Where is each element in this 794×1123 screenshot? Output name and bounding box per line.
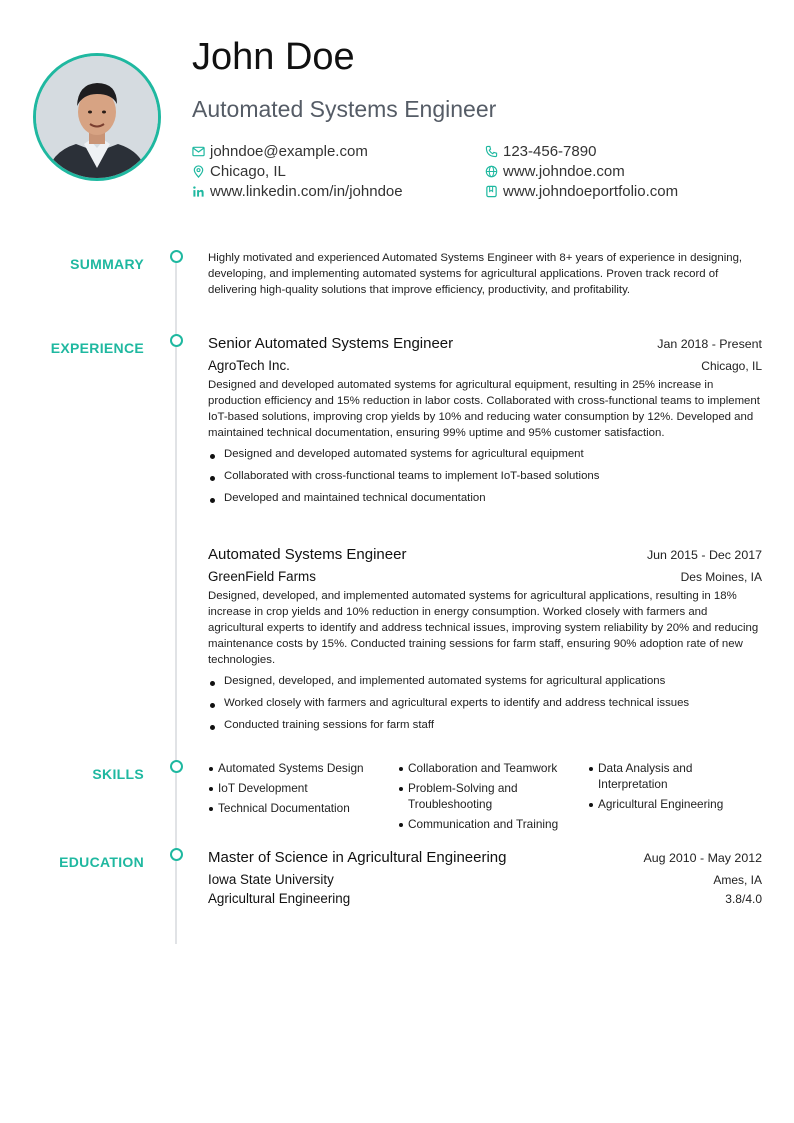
experience-item xyxy=(208,335,762,509)
skill-item: Collaboration and Teamwork xyxy=(398,760,588,776)
phone-icon xyxy=(485,145,498,158)
education-item xyxy=(208,849,762,906)
list-item: Designed and developed automated systems for agricultural equipment xyxy=(208,443,762,465)
job-location: Des Moines, IA xyxy=(680,570,762,584)
timeline-dot-summary xyxy=(170,250,183,263)
timeline-dot-skills xyxy=(170,760,183,773)
profile-photo-image xyxy=(36,56,158,178)
job-description: Designed, developed, and implemented automated systems for agricultural applications, resulting in 18% increase in crop yields and 10% reduction in energy consumption. Worked closely with farmers and agricultural experts to identify and address technical issues, improving system reliability by 20% and reducing maintenance costs by 15%. Conducted training sessions for farm staff, ensuring 90% adoption rate of new technologies. xyxy=(208,590,759,666)
list-item: Collaborated with cross-functional teams to implement IoT-based solutions xyxy=(208,465,762,487)
contact-email[interactable] xyxy=(192,142,485,160)
contact-linkedin[interactable] xyxy=(192,182,485,200)
job-title: Automated Systems Engineer xyxy=(208,546,407,563)
field-of-study: Agricultural Engineering xyxy=(208,891,351,906)
section-label-experience: EXPERIENCE xyxy=(50,340,144,356)
contact-location xyxy=(192,162,485,180)
list-item: Conducted training sessions for farm staff xyxy=(208,714,762,736)
contact-phone[interactable] xyxy=(485,142,752,160)
contact-email-text: johndoe@example.com xyxy=(210,142,368,160)
globe-icon xyxy=(485,165,498,178)
candidate-role: Automated Systems Engineer xyxy=(192,96,497,122)
candidate-name: John Doe xyxy=(192,36,355,78)
job-dates: Jun 2015 - Dec 2017 xyxy=(646,548,762,562)
profile-photo xyxy=(33,53,161,181)
timeline-dot-experience xyxy=(170,334,183,347)
section-label-summary: SUMMARY xyxy=(70,256,144,272)
skill-item: Data Analysis and Interpretation xyxy=(588,760,762,792)
job-dates: Jan 2018 - Present xyxy=(657,337,762,351)
company-name: GreenField Farms xyxy=(208,569,316,584)
experience-item xyxy=(208,546,762,736)
job-bullets xyxy=(208,443,762,509)
section-label-skills: SKILLS xyxy=(92,766,144,782)
contact-location-text: Chicago, IL xyxy=(210,162,286,180)
skill-item: Problem-Solving and Troubleshooting xyxy=(398,780,588,812)
skill-item: Technical Documentation xyxy=(208,800,398,816)
degree-title: Master of Science in Agricultural Engineering xyxy=(208,849,507,866)
skills-column xyxy=(588,760,762,836)
contact-list xyxy=(192,142,752,200)
skill-item: Automated Systems Design xyxy=(208,760,398,776)
contact-portfolio[interactable] xyxy=(485,182,752,200)
skill-item: Agricultural Engineering xyxy=(588,796,762,812)
timeline-line xyxy=(175,256,177,944)
job-description: Designed and developed automated systems for agricultural equipment, resulting in 25% increase in production efficiency and 15% reduction in labor costs. Collaborated with cross-functional teams to implement IoT-based solutions, improving crop yields by 10% and reducing water consumption by 12%. Developed and maintained technical documentation, ensuring 99% uptime and 95% customer satisfaction. xyxy=(208,379,760,439)
list-item: Worked closely with farmers and agricultural experts to identify and address technical issues xyxy=(208,692,762,714)
job-location: Chicago, IL xyxy=(701,359,762,373)
skill-item: IoT Development xyxy=(208,780,398,796)
skills-column xyxy=(208,760,398,836)
contact-phone-text: 123-456-7890 xyxy=(503,142,597,160)
summary-text: Highly motivated and experienced Automated Systems Engineer with 8+ years of experience in designing, developing, and implementing automated systems for agricultural applications. Proven track record of delivering high-quality solutions that improve efficiency, productivity, and profitability. xyxy=(208,252,743,296)
list-item: Developed and maintained technical documentation xyxy=(208,487,762,509)
skills-section xyxy=(208,760,762,836)
job-title: Senior Automated Systems Engineer xyxy=(208,335,454,352)
list-item: Designed, developed, and implemented automated systems for agricultural applications xyxy=(208,670,762,692)
map-pin-icon xyxy=(192,165,205,178)
contact-website[interactable] xyxy=(485,162,752,180)
bookmark-icon xyxy=(485,185,498,198)
school-name: Iowa State University xyxy=(208,872,334,887)
timeline-dot-education xyxy=(170,848,183,861)
skills-column xyxy=(398,760,588,836)
mail-icon xyxy=(192,145,205,158)
contact-website-text: www.johndoe.com xyxy=(503,162,625,180)
job-bullets xyxy=(208,670,762,736)
contact-linkedin-text: www.linkedin.com/in/johndoe xyxy=(210,182,403,200)
contact-portfolio-text: www.johndoeportfolio.com xyxy=(503,182,679,200)
gpa: 3.8/4.0 xyxy=(725,892,762,906)
section-label-education: EDUCATION xyxy=(59,854,144,870)
education-dates: Aug 2010 - May 2012 xyxy=(643,851,762,865)
skill-item: Communication and Training xyxy=(398,816,588,832)
summary-section xyxy=(208,250,762,298)
linkedin-icon xyxy=(192,185,205,198)
company-name: AgroTech Inc. xyxy=(208,358,290,373)
school-location: Ames, IA xyxy=(713,873,762,887)
